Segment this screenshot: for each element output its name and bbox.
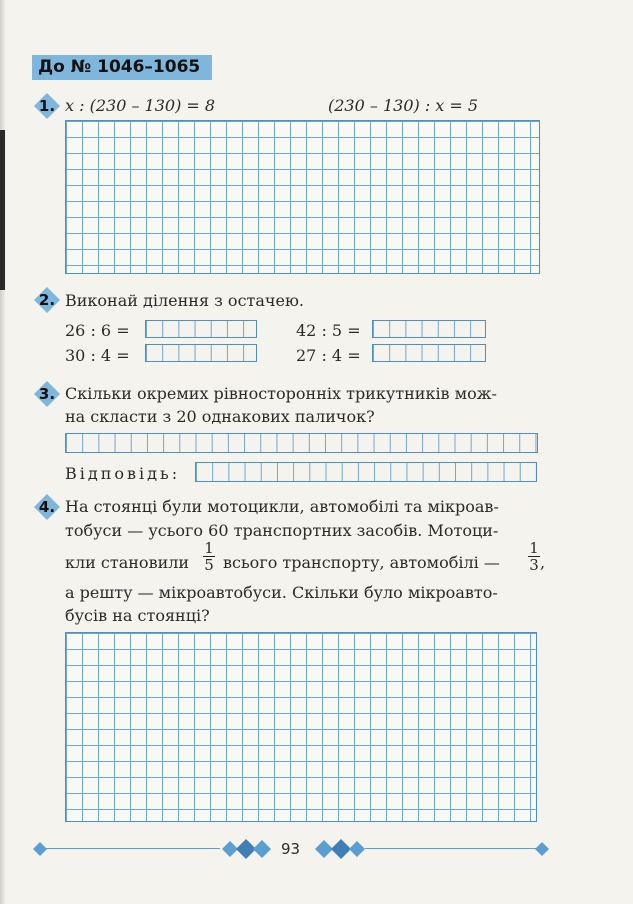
task-2-item-2: 30 : 4 = <box>65 346 130 365</box>
task-3-text-line-1: Скільки окремих рівносторонніх трикутників мож- <box>65 384 497 403</box>
task-3-answer-row[interactable] <box>195 462 537 482</box>
task-2-number-badge: 2. <box>34 287 60 313</box>
task-2-answer-box-2[interactable] <box>145 344 257 362</box>
task-2-answer-box-3[interactable] <box>372 320 486 338</box>
task-4-number-badge: 4. <box>34 494 60 520</box>
diamond-icon <box>535 842 549 856</box>
footer-line-right <box>365 848 545 849</box>
task-1-equation-2: (230 – 130) : x = 5 <box>328 96 479 115</box>
task-4-text-line-3a: кли становили <box>65 553 190 572</box>
task-2-answer-box-1[interactable] <box>145 320 257 338</box>
task-4-text-line-3b: всього транспорту, автомобілі — <box>223 553 500 572</box>
task-4-answer-grid[interactable] <box>65 632 537 822</box>
task-3-text-line-2: на скласти з 20 однакових паличок? <box>65 407 375 426</box>
task-3-number-badge: 3. <box>34 381 60 407</box>
task-1-answer-grid[interactable] <box>65 120 540 274</box>
section-header: До № 1046–1065 <box>32 55 212 80</box>
task-2-instruction: Виконай ділення з остачею. <box>65 291 304 310</box>
task-4-text-line-2: тобуси — усього 60 транспортних засобів. Мотоци- <box>65 521 499 540</box>
comma: , <box>540 553 546 572</box>
task-1-number-badge: 1. <box>34 93 60 119</box>
task-2-answer-box-4[interactable] <box>372 344 486 362</box>
task-2-item-1: 26 : 6 = <box>65 321 130 340</box>
fraction-one-fifth: $\frac{1}{5}$ <box>204 539 214 574</box>
task-3-answer-label: Відповідь: <box>65 464 181 483</box>
page-number: 93 <box>281 840 301 858</box>
task-4-text-line-4: а решту — мікроавтобуси. Скільки було мікроавто- <box>65 583 498 602</box>
task-3-solution-row[interactable] <box>65 433 538 453</box>
diamond-cluster-icon <box>222 838 274 860</box>
diamond-icon <box>33 842 47 856</box>
task-2-item-4: 27 : 4 = <box>296 346 361 365</box>
task-4-text-line-5: бусів на стоянці? <box>65 606 210 625</box>
task-1-equation-1: x : (230 – 130) = 8 <box>65 96 216 115</box>
task-4-text-line-1: На стоянці були мотоцикли, автомобілі та мікроав- <box>65 497 499 516</box>
diamond-cluster-icon <box>313 838 365 860</box>
fraction-one-third: $\frac{1}{3}$ <box>529 539 539 574</box>
footer-line-left <box>40 848 220 849</box>
task-2-item-3: 42 : 5 = <box>296 321 361 340</box>
binding-edge <box>0 130 5 290</box>
